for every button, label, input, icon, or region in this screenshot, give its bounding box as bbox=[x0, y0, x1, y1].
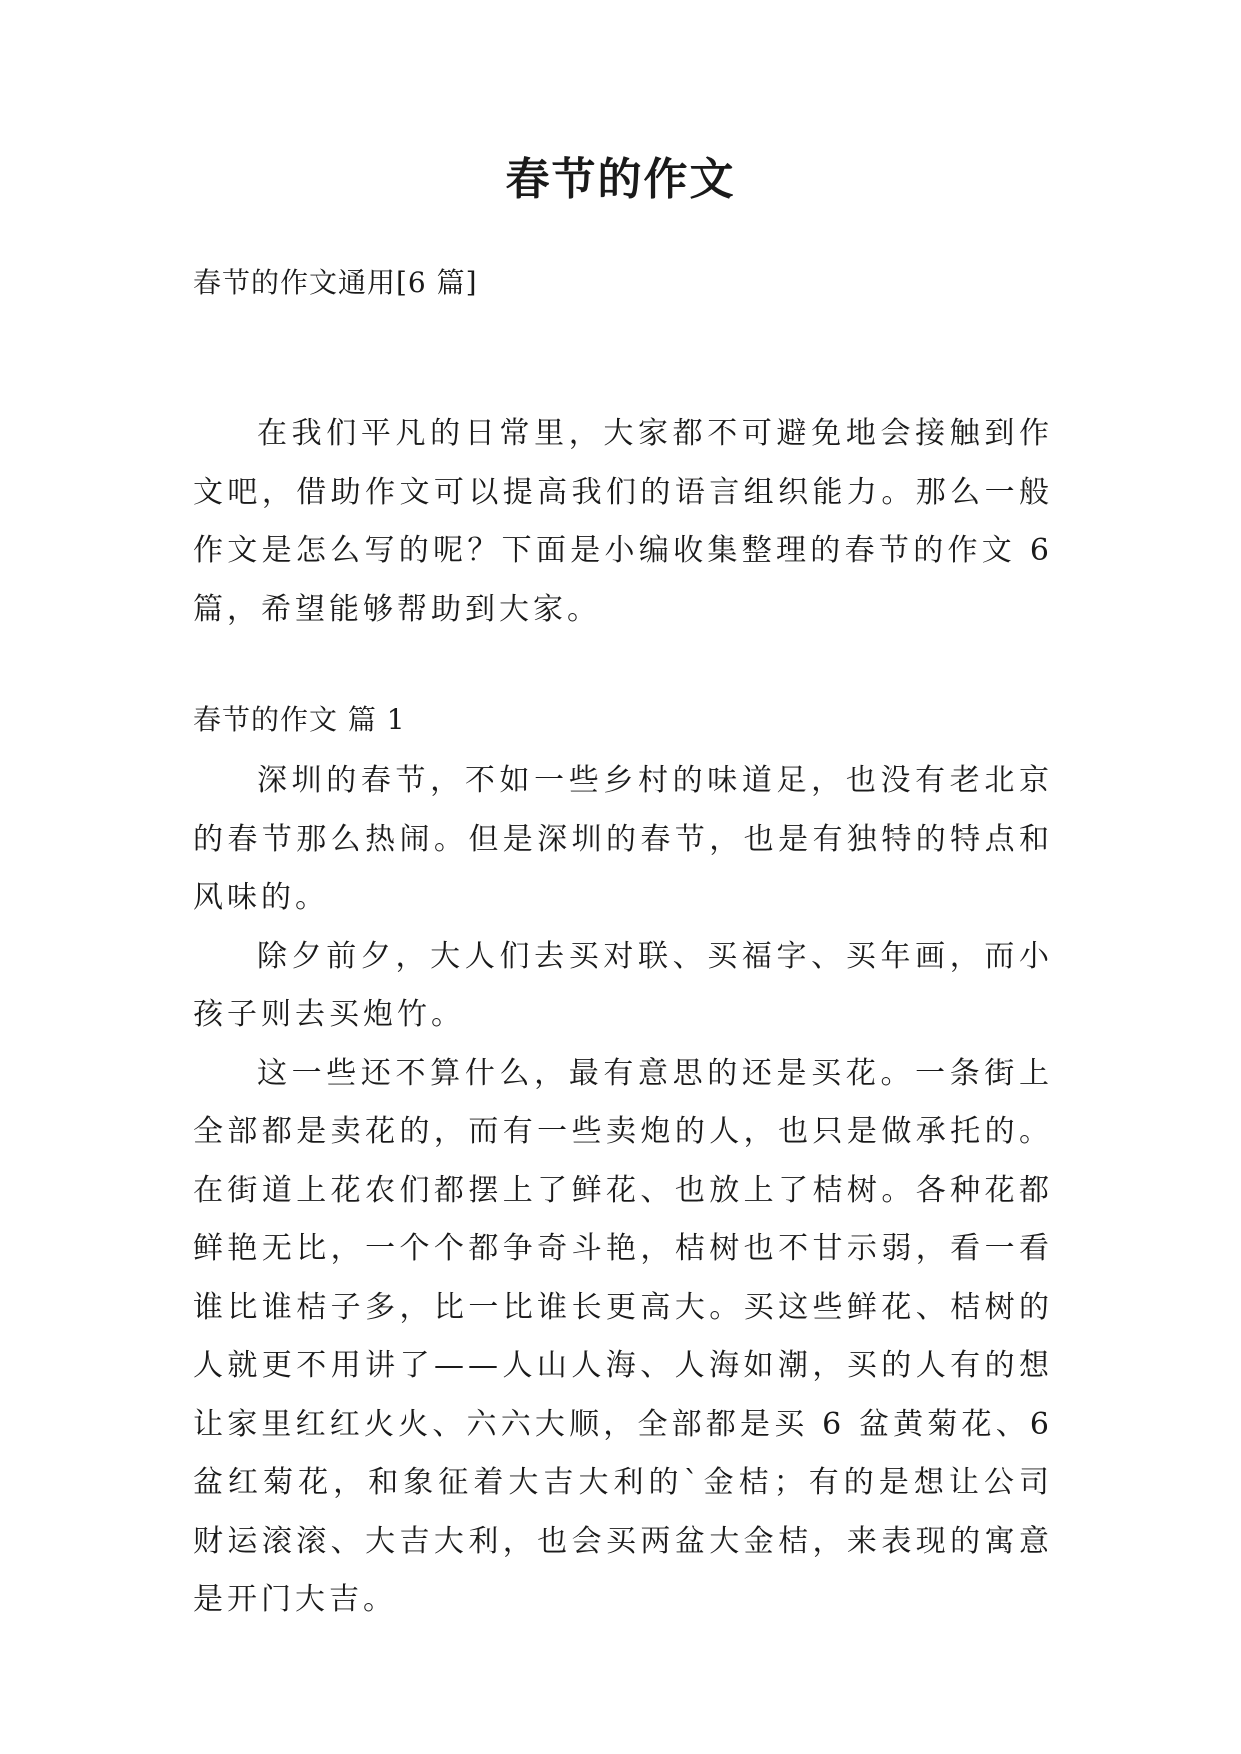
section-heading: 春节的作文 篇 1 bbox=[193, 703, 406, 736]
section-paragraph: 这一些还不算什么，最有意思的还是买花。一条街上全部都是卖花的，而有一些卖炮的人，也只是做承托的。在街道上花农们都摆上了鲜花、也放上了桔树。各种花都鲜艳无比，一个个都争奇斗艳，桔树也不甘示弱，看一看谁比谁桔子多，比一比谁长更高大。买这些鲜花、桔树的人就更不用讲了——人山人海、人海如潮，买的人有的想让家里红红火火、六六大顺，全部都是买 6 盆黄菊花、6 盆红菊花，和象征着大吉大利的`金桔；有的是想让公司财运滚滚、大吉大利，也会买两盆大金桔，来表现的寓意是开门大吉。 bbox=[193, 1055, 1053, 1617]
section-paragraph: 深圳的春节，不如一些乡村的味道足，也没有老北京的春节那么热闹。但是深圳的春节，也是有独特的特点和风味的。 bbox=[193, 763, 1053, 915]
document-title: 春节的作文 bbox=[505, 154, 736, 205]
intro-paragraph: 在我们平凡的日常里，大家都不可避免地会接触到作文吧，借助作文可以提高我们的语言组织能力。那么一般作文是怎么写的呢？下面是小编收集整理的春节的作文 6 篇，希望能够帮助到大家。 bbox=[193, 416, 1053, 627]
document-subtitle: 春节的作文通用[6 篇] bbox=[193, 266, 478, 299]
section-paragraph: 除夕前夕，大人们去买对联、买福字、买年画，而小孩子则去买炮竹。 bbox=[193, 938, 1053, 1032]
section-body bbox=[193, 752, 1053, 1630]
